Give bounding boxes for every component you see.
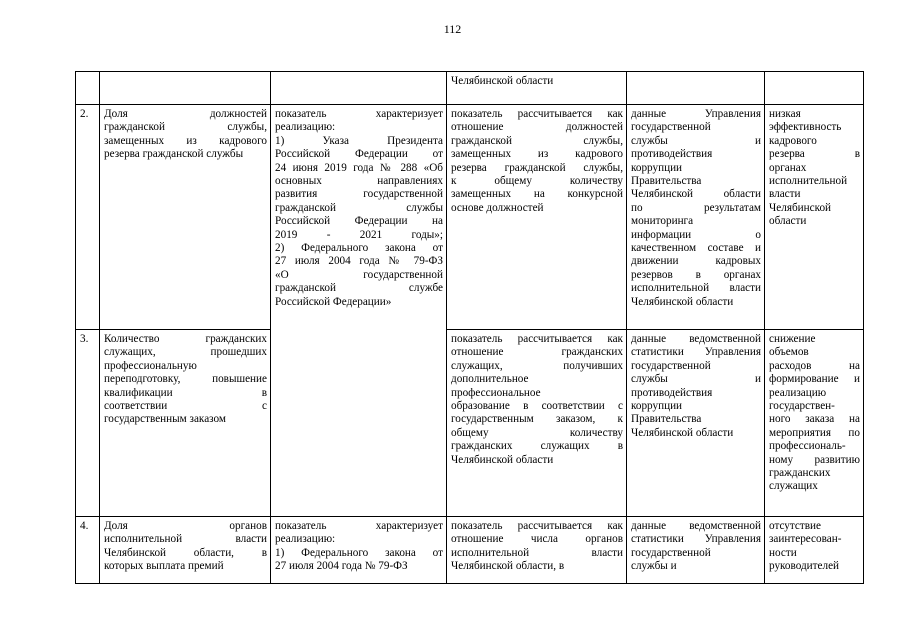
text-line: 27 июля 2004 года № 79-ФЗ bbox=[275, 560, 408, 573]
text-line: Российской Федерации на bbox=[275, 215, 443, 228]
text-line: квалификации в bbox=[104, 386, 267, 399]
text-line: гражданской службы, bbox=[451, 134, 623, 147]
text-line: 24 июня 2019 года № 288 «Об bbox=[275, 161, 443, 174]
text-line: гражданской службе bbox=[275, 282, 443, 295]
text-line: отношение числа органов bbox=[451, 533, 623, 546]
text-line: эффективность bbox=[769, 121, 842, 134]
text-line: статистики Управления bbox=[631, 533, 761, 546]
text-line: резерва гражданской службы bbox=[104, 148, 244, 161]
cell-name bbox=[100, 72, 271, 105]
text-line: реализацию bbox=[769, 386, 827, 399]
text-line: качественном составе и bbox=[631, 242, 761, 255]
text-line: данные Управления bbox=[631, 108, 761, 120]
text-line: коррупции bbox=[631, 400, 683, 413]
text-line: формирование и bbox=[769, 373, 860, 386]
text-line: служащих, прошедших bbox=[104, 346, 267, 359]
text-line: замещенных на конкурсной bbox=[451, 188, 623, 201]
text-line: заинтересован- bbox=[769, 533, 842, 546]
table-row bbox=[76, 330, 864, 517]
text-line: Правительства bbox=[631, 175, 702, 188]
risk-factor bbox=[765, 517, 864, 584]
text-line: отсутствие bbox=[769, 520, 821, 532]
text-line: расходов на bbox=[769, 359, 860, 372]
data-source bbox=[627, 105, 765, 330]
text-line: области bbox=[769, 215, 807, 228]
text-line: показатель рассчитывается как bbox=[451, 520, 623, 532]
text-line: кадрового bbox=[769, 134, 817, 147]
text-line: общему количеству bbox=[451, 426, 623, 439]
text-line: показатель рассчитывается как bbox=[451, 108, 623, 120]
text-line: показатель рассчитывается как bbox=[451, 333, 623, 345]
text-line: данные ведомственной bbox=[631, 520, 761, 532]
cell-risk bbox=[765, 72, 864, 105]
text-line: резерва гражданской службы, bbox=[451, 161, 623, 174]
table-row bbox=[76, 105, 864, 330]
text-line: переподготовку, повышение bbox=[104, 373, 267, 386]
text-line: государственным заказом bbox=[104, 413, 226, 426]
text-line: мониторинга bbox=[631, 215, 694, 228]
text-line: 2) Федерального закона от bbox=[275, 242, 443, 255]
text-line: Российской Федерации» bbox=[275, 295, 392, 308]
text-line: службы и bbox=[631, 373, 761, 386]
text-line: 2019 - 2021 годы»; bbox=[275, 228, 443, 241]
text-line: информации о bbox=[631, 228, 761, 241]
cell-source bbox=[627, 72, 765, 105]
text-line: противодействия bbox=[631, 148, 713, 161]
text-line: исполнительной власти bbox=[451, 546, 623, 559]
row-number: 3. bbox=[76, 330, 100, 517]
text-line: по результатам bbox=[631, 201, 761, 214]
cell-text: Челябинской области bbox=[451, 75, 554, 87]
cell-basis bbox=[271, 72, 447, 105]
text-line: власти bbox=[769, 188, 801, 201]
calculation-method bbox=[447, 517, 627, 584]
indicator-name bbox=[100, 330, 271, 517]
text-line: 1) Федерального закона от bbox=[275, 546, 443, 559]
text-line: движении кадровых bbox=[631, 255, 761, 268]
text-line: противодействия bbox=[631, 386, 713, 399]
page-number: 112 bbox=[443, 22, 462, 36]
table-row bbox=[76, 72, 864, 105]
text-line: объемов bbox=[769, 346, 809, 359]
text-line: Доля органов bbox=[104, 520, 267, 532]
text-line: Челябинской области bbox=[631, 188, 761, 201]
text-line: мероприятия по bbox=[769, 426, 860, 439]
indicator-basis bbox=[271, 517, 447, 584]
text-line: резерва в bbox=[769, 148, 860, 161]
indicators-table bbox=[75, 71, 864, 584]
text-line: государственным заказом, к bbox=[451, 413, 623, 426]
text-line: Челябинской области bbox=[451, 453, 554, 466]
indicator-name bbox=[100, 517, 271, 584]
text-line: профессиональное bbox=[451, 386, 541, 399]
text-line: государственной bbox=[631, 121, 711, 134]
row-number: 2. bbox=[76, 105, 100, 330]
text-line: отношение должностей bbox=[451, 121, 623, 134]
text-line: показатель характеризует bbox=[275, 108, 443, 120]
text-line: органах bbox=[769, 161, 807, 174]
text-line: развития государственной bbox=[275, 188, 443, 201]
text-line: исполнительной bbox=[769, 175, 848, 188]
data-source bbox=[627, 330, 765, 517]
text-line: низкая bbox=[769, 108, 801, 120]
text-line: дополнительное bbox=[451, 373, 529, 386]
text-line: отношение гражданских bbox=[451, 346, 623, 359]
text-line: служащих, получивших bbox=[451, 359, 623, 372]
text-line: Челябинской области, в bbox=[451, 560, 565, 573]
text-line: Челябинской bbox=[769, 201, 832, 214]
text-line: Российской Федерации от bbox=[275, 148, 443, 161]
text-line: реализацию: bbox=[275, 533, 336, 546]
text-line: статистики Управления bbox=[631, 346, 761, 359]
text-line: гражданской службы bbox=[275, 201, 443, 214]
text-line: замещенных из кадрового bbox=[451, 148, 623, 161]
table-row bbox=[76, 517, 864, 584]
text-line: ного заказа на bbox=[769, 413, 860, 426]
text-line: гражданской службы, bbox=[104, 121, 267, 134]
text-line: реализацию: bbox=[275, 121, 336, 134]
text-line: которых выплата премий bbox=[104, 560, 224, 573]
text-line: замещенных из кадрового bbox=[104, 134, 267, 147]
cell-method bbox=[447, 72, 627, 105]
text-line: профессиональ- bbox=[769, 440, 846, 453]
text-line: Челябинской области bbox=[631, 295, 734, 308]
text-line: Челябинской области, в bbox=[104, 546, 267, 559]
text-line: службы и bbox=[631, 560, 677, 573]
text-line: показатель характеризует bbox=[275, 520, 443, 532]
data-source bbox=[627, 517, 765, 584]
text-line: основных направлениях bbox=[275, 175, 443, 188]
text-line: коррупции bbox=[631, 161, 683, 174]
text-line: служащих bbox=[769, 480, 818, 493]
text-line: Количество гражданских bbox=[104, 333, 267, 345]
text-line: гражданских bbox=[769, 467, 831, 480]
row-number: 4. bbox=[76, 517, 100, 584]
text-line: руководителей bbox=[769, 560, 840, 573]
text-line: профессиональную bbox=[104, 359, 197, 372]
text-line: ности bbox=[769, 546, 797, 559]
text-line: исполнительной власти bbox=[631, 282, 761, 295]
text-line: Правительства bbox=[631, 413, 702, 426]
text-line: основе должностей bbox=[451, 201, 544, 214]
text-line: 1) Указа Президента bbox=[275, 134, 443, 147]
risk-factor bbox=[765, 105, 864, 330]
indicator-name bbox=[100, 105, 271, 330]
risk-factor bbox=[765, 330, 864, 517]
cell-num bbox=[76, 72, 100, 105]
text-line: соответствии с bbox=[104, 400, 267, 413]
text-line: ному развитию bbox=[769, 453, 860, 466]
text-line: данные ведомственной bbox=[631, 333, 761, 345]
indicator-basis bbox=[271, 105, 447, 517]
calculation-method bbox=[447, 105, 627, 330]
text-line: 27 июля 2004 года № 79-ФЗ bbox=[275, 255, 443, 268]
text-line: службы и bbox=[631, 134, 761, 147]
text-line: государственной bbox=[631, 359, 711, 372]
text-line: гражданских служащих в bbox=[451, 440, 623, 453]
calculation-method bbox=[447, 330, 627, 517]
text-line: образование в соответствии с bbox=[451, 400, 623, 413]
text-line: «О государственной bbox=[275, 268, 443, 281]
text-line: снижение bbox=[769, 333, 816, 345]
text-line: Доля должностей bbox=[104, 108, 267, 120]
text-line: государствен- bbox=[769, 400, 835, 413]
text-line: государственной bbox=[631, 546, 711, 559]
text-line: Челябинской области bbox=[631, 426, 734, 439]
text-line: резервов в органах bbox=[631, 268, 761, 281]
text-line: исполнительной власти bbox=[104, 533, 267, 546]
text-line: к общему количеству bbox=[451, 175, 623, 188]
